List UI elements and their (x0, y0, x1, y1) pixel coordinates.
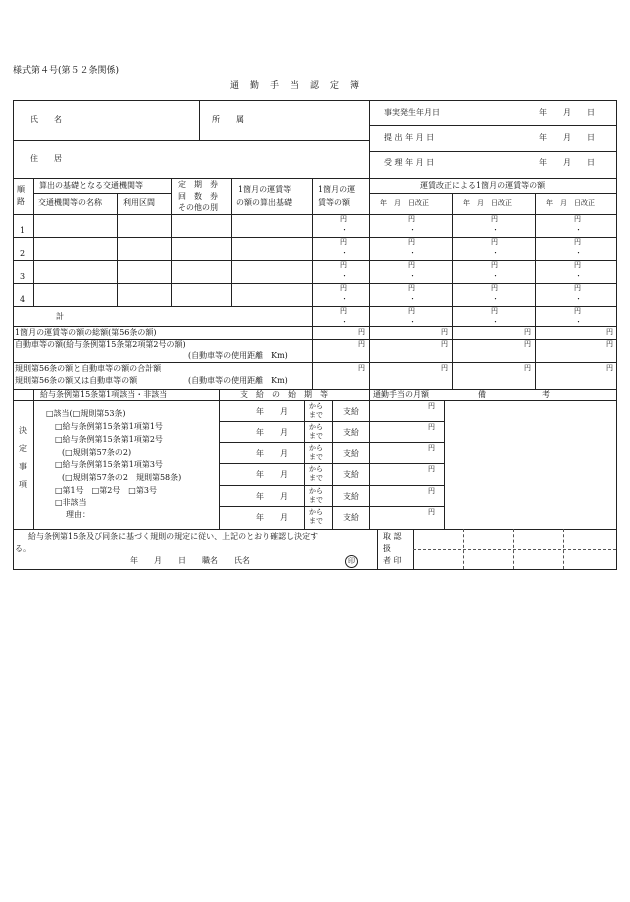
yen-unit: 円 (408, 215, 415, 223)
decimal-dot: ・ (409, 295, 416, 303)
col-amount-1: 1箇月の運 (318, 185, 356, 194)
revision-col-1: 年 月 日改正 (380, 199, 429, 207)
decimal-dot: ・ (492, 295, 499, 303)
decimal-dot: ・ (341, 295, 348, 303)
sum-total-yen: 円 (606, 328, 613, 336)
pay-label: 支給 (343, 428, 359, 437)
yen-unit: 円 (340, 284, 347, 292)
monthly-yen: 円 (428, 402, 435, 410)
period-year-month: 年 月 (256, 407, 288, 416)
applicability-header: 給与条例第15条第1項該当・非該当 (40, 390, 168, 399)
decimal-dot: ・ (492, 272, 499, 280)
decimal-dot: ・ (341, 249, 348, 257)
seal-mark: 印 (345, 555, 358, 568)
yen-unit: 円 (491, 261, 498, 269)
dept-label: 所 属 (212, 115, 244, 124)
pay-label: 支給 (343, 492, 359, 501)
pay-label: 支給 (343, 513, 359, 522)
side-label: 項 (19, 480, 27, 489)
monthly-yen: 円 (428, 508, 435, 516)
yen-unit: 円 (408, 261, 415, 269)
decimal-dot: ・ (492, 226, 499, 234)
decimal-dot: ・ (341, 318, 348, 326)
form-number: 様式第４号(第５２条関係) (13, 66, 120, 76)
col-pass-2: 回 数 券 (178, 192, 218, 201)
rule56-distance: (自動車等の使用距離 Km) (188, 376, 288, 385)
decimal-dot: ・ (575, 272, 582, 280)
sum-rule56-yen: 円 (606, 364, 613, 372)
address-label: 住 居 (30, 154, 62, 163)
decimal-dot: ・ (341, 272, 348, 280)
decimal-dot: ・ (575, 318, 582, 326)
start-header: 支 給 の 始 期 等 (240, 390, 328, 399)
period-until: まで (309, 496, 323, 504)
yen-unit: 円 (491, 215, 498, 223)
period-year-month: 年 月 (256, 428, 288, 437)
rule57-2-checkbox[interactable]: (□規則第57条の2) (62, 448, 132, 457)
rule56-line1: 規則第56条の額と自動車等の額の合計額 (15, 364, 162, 373)
car-line: 自動車等の額(給与条例第15条第2項第2号の額) (15, 340, 186, 349)
rule57-58-checkbox[interactable]: (□規則第57条の2 規則第58条) (62, 473, 182, 482)
period-from: から (309, 402, 323, 410)
sum-car-yen: 円 (441, 340, 448, 348)
col-pass-1: 定 期 券 (178, 180, 218, 189)
sum-total-yen: 円 (441, 328, 448, 336)
confirm-text-1: 給与条例第15条及び同条に基づく規則の規定に従い、上記のとおり確認し決定す (28, 532, 319, 541)
car-distance: (自動車等の使用距離 Km) (188, 351, 288, 360)
sum-total-yen: 円 (524, 328, 531, 336)
yen-unit: 円 (408, 307, 415, 315)
not-applicable-checkbox[interactable]: □非該当 (55, 498, 87, 507)
period-from: から (309, 465, 323, 473)
receipt-date-label: 受 理 年 月 日 (384, 158, 435, 167)
applicable-checkbox[interactable]: □該当(□規則第53条) (46, 409, 126, 418)
decimal-dot: ・ (492, 318, 499, 326)
revision-col-3: 年 月 日改正 (546, 199, 595, 207)
yen-unit: 円 (491, 238, 498, 246)
art15-1-1-checkbox[interactable]: □給与条例第15条第1項第1号 (55, 422, 163, 431)
receipt-date-units: 年 月 日 (539, 158, 595, 167)
side-label: 決 (19, 426, 27, 435)
confirm-text-2: る。 (15, 544, 31, 553)
event-date-label: 事実発生年月日 (384, 108, 440, 117)
rule56-line2: 規則第56条の額又は自動車等の額 (15, 376, 138, 385)
pay-label: 支給 (343, 449, 359, 458)
monthly-yen: 円 (428, 487, 435, 495)
decimal-dot: ・ (575, 226, 582, 234)
pay-label: 支給 (343, 407, 359, 416)
sum-car-yen: 円 (358, 340, 365, 348)
decimal-dot: ・ (409, 272, 416, 280)
sign-line: 年 月 日 職名 氏名 (130, 556, 250, 565)
side-label: 事 (19, 462, 27, 471)
monthly-yen: 円 (428, 444, 435, 452)
yen-unit: 円 (408, 284, 415, 292)
yen-unit: 円 (574, 284, 581, 292)
name-label: 氏 名 (30, 115, 62, 124)
period-year-month: 年 月 (256, 470, 288, 479)
reason-label: 理由： (66, 510, 90, 519)
sum-rule56-yen: 円 (441, 364, 448, 372)
period-from: から (309, 423, 323, 431)
col-basis-2: の額の算出基礎 (236, 198, 292, 207)
period-year-month: 年 月 (256, 513, 288, 522)
period-until: まで (309, 453, 323, 461)
total-label: 計 (56, 312, 64, 321)
monthly-yen: 円 (428, 423, 435, 431)
period-from: から (309, 487, 323, 495)
decimal-dot: ・ (492, 249, 499, 257)
yen-unit: 円 (340, 261, 347, 269)
side-label: 定 (19, 444, 27, 453)
period-until: まで (309, 411, 323, 419)
route-label-1: 順 (17, 185, 25, 194)
yen-unit: 円 (574, 307, 581, 315)
period-from: から (309, 508, 323, 516)
art15-1-3-checkbox[interactable]: □給与条例第15条第1項第3号 (55, 460, 163, 469)
route-label-2: 路 (17, 197, 25, 206)
monthly-yen: 円 (428, 465, 435, 473)
event-date-units: 年 月 日 (539, 108, 595, 117)
art15-1-2-checkbox[interactable]: □給与条例第15条第1項第2号 (55, 435, 163, 444)
sum-rule56-yen: 円 (524, 364, 531, 372)
basis-header: 算出の基礎となる交通機関等 (39, 181, 143, 190)
period-until: まで (309, 474, 323, 482)
sum-total-yen: 円 (358, 328, 365, 336)
sum-car-yen: 円 (606, 340, 613, 348)
handler-label-2: 扱 (383, 544, 391, 553)
period-year-month: 年 月 (256, 449, 288, 458)
revision-col-2: 年 月 日改正 (463, 199, 512, 207)
submit-date-label: 提 出 年 月 日 (384, 133, 435, 142)
col-basis-1: 1箇月の運賃等 (238, 185, 292, 194)
row-number: 3 (20, 272, 26, 281)
period-from: から (309, 444, 323, 452)
pay-label: 支給 (343, 470, 359, 479)
decimal-dot: ・ (575, 295, 582, 303)
form-title: 通 勤 手 当 認 定 簿 (230, 81, 361, 91)
yen-unit: 円 (408, 238, 415, 246)
col-section: 利用区間 (123, 198, 155, 207)
decimal-dot: ・ (409, 226, 416, 234)
yen-unit: 円 (340, 307, 347, 315)
decimal-dot: ・ (409, 318, 416, 326)
yen-unit: 円 (574, 238, 581, 246)
sum-car-yen: 円 (524, 340, 531, 348)
col-transport: 交通機関等の名称 (38, 198, 102, 207)
yen-unit: 円 (574, 215, 581, 223)
yen-unit: 円 (340, 238, 347, 246)
yen-unit: 円 (491, 307, 498, 315)
sum-rule56-yen: 円 (358, 364, 365, 372)
decimal-dot: ・ (409, 249, 416, 257)
handler-label-1: 取 認 (383, 532, 402, 541)
decimal-dot: ・ (575, 249, 582, 257)
revision-header: 運賃改正による1箇月の運賃等の額 (420, 181, 546, 190)
yen-unit: 円 (340, 215, 347, 223)
yen-unit: 円 (574, 261, 581, 269)
yen-unit: 円 (491, 284, 498, 292)
period-until: まで (309, 517, 323, 525)
col-pass-3: その他の別 (178, 203, 218, 212)
decimal-dot: ・ (341, 226, 348, 234)
handler-label-3: 者 印 (383, 556, 402, 565)
submit-date-units: 年 月 日 (539, 133, 595, 142)
row-number: 1 (20, 226, 26, 235)
subitem-checkboxes[interactable]: □第1号 □第2号 □第3号 (55, 486, 157, 495)
monthly-header: 通勤手当の月額 (373, 390, 429, 399)
col-amount-2: 賃等の額 (318, 198, 350, 207)
remarks-header: 備 考 (478, 390, 550, 399)
row-number: 4 (20, 295, 26, 304)
row-number: 2 (20, 249, 26, 258)
period-until: まで (309, 432, 323, 440)
period-year-month: 年 月 (256, 492, 288, 501)
total-line: 1箇月の運賃等の額の総額(第56条の額) (15, 328, 157, 337)
